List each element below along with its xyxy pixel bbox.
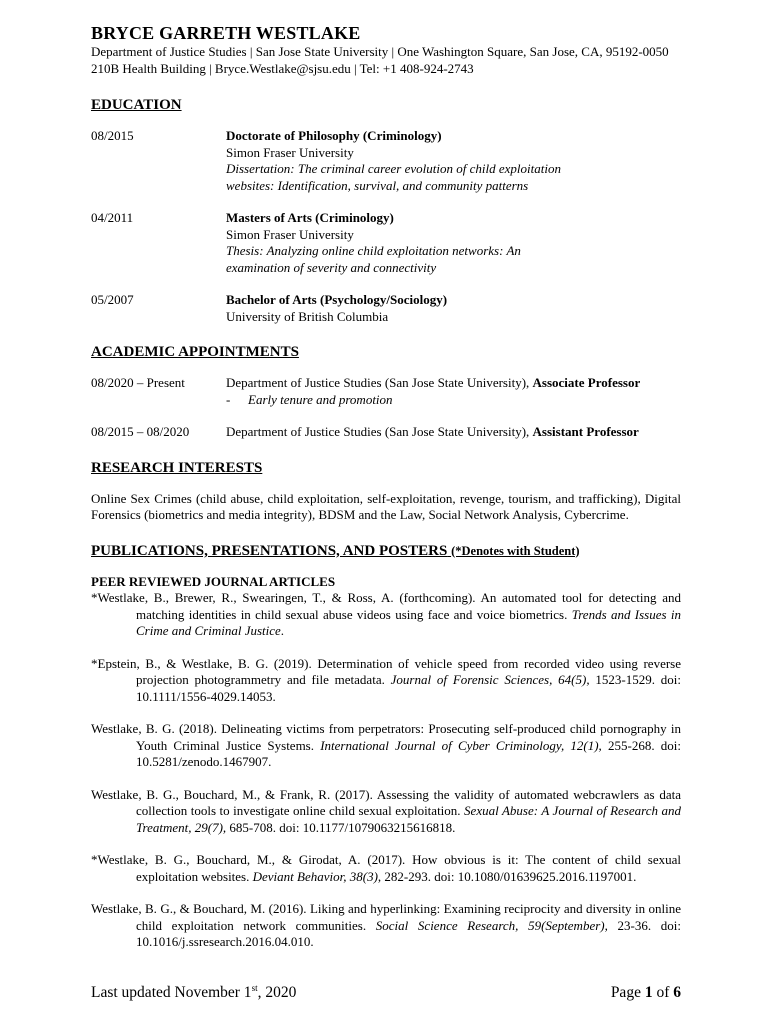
publication-details: .: [280, 623, 285, 638]
education-thesis: examination of severity and connectivity: [226, 259, 437, 275]
appointment-role: Associate Professor: [532, 375, 641, 390]
publication-citation: *Westlake, B., Brewer, R., Swearingen, T., & Ross, A. (forthcoming). An automated tool for detecting and matching identities in child sexual abuse videos using face and voice biometrics.: [91, 590, 681, 622]
publication-item: [91, 721, 681, 771]
education-heading: EDUCATION: [91, 97, 182, 113]
research-heading: RESEARCH INTERESTS: [91, 459, 263, 476]
contact-line-details: 210B Health Building | Bryce.Westlake@sjsu.edu | Tel: +1 408-924-2743: [91, 60, 474, 76]
page-total: 6: [673, 984, 681, 1001]
publication-journal: Social Science Research, 59(September),: [375, 917, 608, 933]
education-thesis: Dissertation: The criminal career evolution of child exploitation: [226, 161, 561, 176]
page-footer: [91, 983, 681, 1003]
publication-details: 685-708. doi: 10.1177/1079063215616818.: [226, 819, 456, 835]
page-of: of: [652, 984, 674, 1001]
page-current: 1: [644, 984, 653, 1001]
education-school: University of British Columbia: [226, 308, 389, 324]
education-school: Simon Fraser University: [226, 226, 354, 242]
education-degree: Masters of Arts (Criminology): [226, 210, 394, 225]
publication-journal: Trends and Issues in Crime and Criminal Justice: [136, 606, 681, 638]
education-date: 08/2015: [91, 128, 134, 143]
education-entry: [91, 292, 681, 325]
publication-details: 1523-1529. doi: 10.1111/1556-4029.14053.: [136, 672, 681, 704]
appointment-bullet: Early tenure and promotion: [248, 391, 393, 407]
publication-citation: Westlake, B. G., Bouchard, M., & Frank, R. (2017). Assessing the validity of automated webcrawlers as data collection tools to investigate online child sexual exploitation.: [91, 786, 681, 818]
education-degree: Bachelor of Arts (Psychology/Sociology): [226, 292, 448, 307]
publication-journal: International Journal of Cyber Criminology, 12(1),: [320, 737, 602, 753]
last-updated-prefix: Last updated November 1: [91, 984, 252, 1001]
appointment-role: Assistant Professor: [532, 424, 639, 439]
appointments-heading: ACADEMIC APPOINTMENTS: [91, 344, 299, 360]
publication-citation: Westlake, B. G., & Bouchard, M. (2016). Liking and hyperlinking: Examining reciprocity and diversity in online child exploitation network communities.: [91, 901, 681, 933]
journal-articles-heading: PEER REVIEWED JOURNAL ARTICLES: [91, 573, 336, 589]
appointment-bullet-dash: -: [226, 391, 231, 407]
appointment-date: 08/2020 – Present: [91, 375, 185, 390]
publication-details: , 282-293. doi: 10.1080/01639625.2016.1197001.: [377, 868, 637, 884]
publications-note: (*Denotes with Student): [451, 543, 580, 558]
publication-citation: *Epstein, B., & Westlake, B. G. (2019). Determination of vehicle speed from recorded video using reverse projection photogrammetry and file metadata.: [91, 655, 681, 687]
publication-details: 255-268. doi: 10.5281/zenodo.1467907.: [136, 737, 682, 769]
last-updated-suffix: , 2020: [257, 984, 297, 1001]
publication-journal: Deviant Behavior, 38(3): [252, 868, 378, 884]
last-updated: [91, 983, 296, 1003]
publications-title: PUBLICATIONS, PRESENTATIONS, AND POSTERS: [91, 542, 448, 559]
publication-details: 23-36. doi: 10.1016/j.ssresearch.2016.04.010.: [136, 917, 681, 949]
author-name: BRYCE GARRETH WESTLAKE: [91, 23, 361, 43]
publication-citation: Westlake, B. G. (2018). Delineating victims from perpetrators: Prosecuting self-produced child pornography in Youth Criminal Justice Systems.: [91, 721, 681, 753]
education-school: Simon Fraser University: [226, 144, 354, 160]
page-prefix: Page: [610, 984, 645, 1001]
publication-item: [91, 852, 681, 885]
research-text: Online Sex Crimes (child abuse, child exploitation, self-exploitation, revenge, tourism, and trafficking), Digital Forensics (biometrics and media integrity), BDSM and the Law, Social Network Analysis, Cybercrime.: [91, 490, 681, 522]
publication-item: [91, 590, 681, 640]
appointment-dept: Department of Justice Studies (San Jose State University),: [226, 424, 533, 439]
publications-heading: [91, 542, 681, 560]
cv-header: [91, 22, 681, 77]
publication-journal: Sexual Abuse: A Journal of Research and Treatment, 29(7),: [136, 803, 681, 835]
publication-item: [91, 901, 681, 951]
page-number: [611, 983, 681, 1003]
appointment-dept: Department of Justice Studies (San Jose State University),: [226, 375, 533, 390]
publication-item: [91, 787, 681, 837]
publication-journal: Journal of Forensic Sciences, 64(5),: [390, 672, 590, 687]
education-degree: Doctorate of Philosophy (Criminology): [226, 128, 442, 143]
education-thesis: websites: Identification, survival, and community patterns: [226, 177, 529, 193]
publication-item: [91, 656, 681, 706]
education-entry: [91, 210, 681, 276]
last-updated-sup: st: [251, 982, 258, 993]
appointment-entry: [91, 424, 681, 441]
education-date: 05/2007: [91, 292, 134, 307]
education-date: 04/2011: [91, 210, 134, 225]
appointment-date: 08/2015 – 08/2020: [91, 424, 190, 439]
publication-citation: *Westlake, B. G., Bouchard, M., & Girodat, A. (2017). How obvious is it: The content of child sexual exploitation websites.: [91, 852, 681, 884]
education-entry: [91, 128, 681, 194]
education-thesis: Thesis: Analyzing online child exploitation networks: An: [226, 243, 521, 258]
contact-line-address: Department of Justice Studies | San Jose State University | One Washington Square, San Jose, CA, 95192-0050: [91, 44, 669, 59]
appointment-entry: [91, 375, 681, 408]
